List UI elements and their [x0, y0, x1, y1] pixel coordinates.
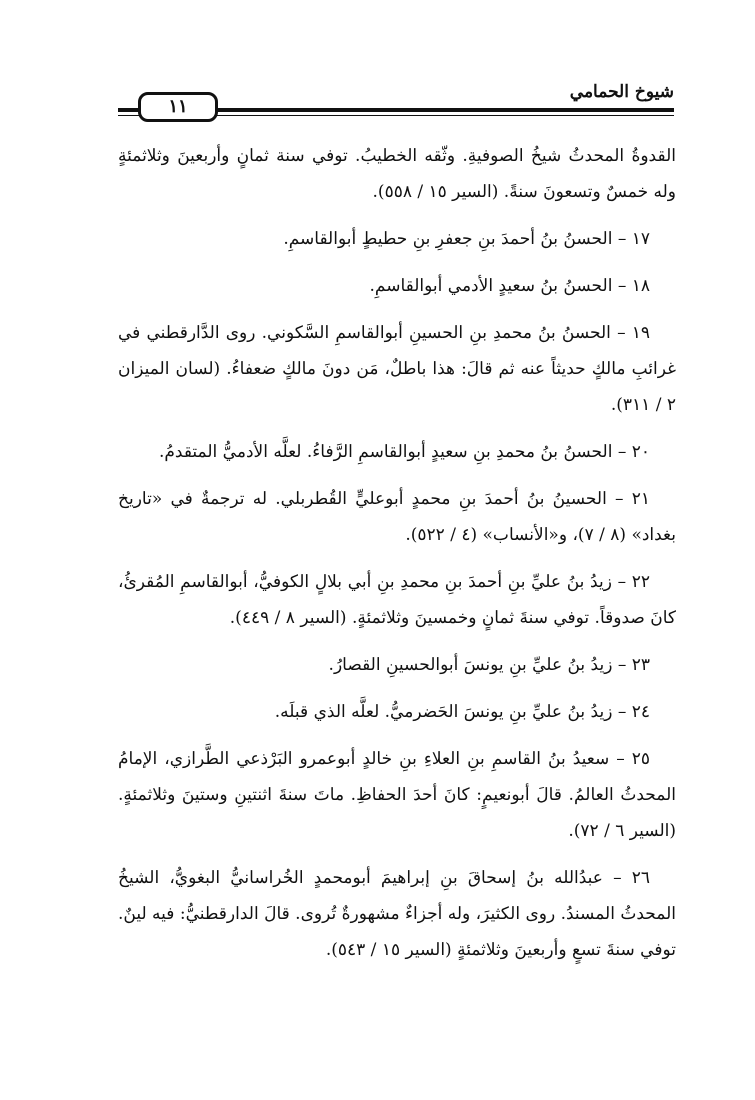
- page-body: [118, 138, 676, 979]
- entry-19: ١٩ – الحسنُ بنُ محمدِ بنِ الحسينِ أبوالقاسمِ السَّكوني. روى الدَّارقطني في غرائبِ مالكٍ حديثاً عنه ثم قالَ: هذا باطلٌ، مَن دونَ مالكٍ ضعفاءُ. (لسان الميزان ٢ / ٣١١).: [118, 323, 676, 415]
- entry-21: ٢١ – الحسينُ بنُ أحمدَ بنِ محمدٍ أبوعليٍّ القُطربلي. له ترجمةٌ في «تاريخ بغداد» (٨ / ٧)، و«الأنساب» (٤ / ٥٢٢).: [118, 489, 676, 545]
- paragraph: القدوةُ المحدثُ شيخُ الصوفيةِ. وثّقه الخطيبُ. توفي سنة ثمانٍ وأربعينَ وثلاثمئةٍ وله خمسٌ وتسعونَ سنةً. (السير ١٥ / ٥٥٨).: [118, 146, 676, 202]
- entry-23: ٢٣ – زيدُ بنُ عليِّ بنِ يونسَ أبوالحسينِ القصارُ.: [328, 655, 650, 675]
- entry-22: ٢٢ – زيدُ بنُ عليِّ بنِ أحمدَ بنِ محمدِ بنِ أبي بلالٍ الكوفيُّ، أبوالقاسمِ المُقرئُ، كانَ صدوقاً. توفي سنةَ ثمانٍ وخمسينَ وثلاثمئةٍ. (السير ٨ / ٤٤٩).: [118, 572, 676, 628]
- entry-20: ٢٠ – الحسنُ بنُ محمدِ بنِ سعيدٍ أبوالقاسمِ الرَّفاءُ. لعلَّه الأدميُّ المتقدمُ.: [158, 442, 650, 462]
- page-header: [118, 78, 674, 128]
- entry-25: ٢٥ – سعيدُ بنُ القاسمِ بنِ العلاءِ بنِ خالدٍ أبوعمرو البَرْذعي الطَّرازي، الإمامُ المحدثُ العالمُ. قالَ أبونعيمٍ: كانَ أحدَ الحفاظِ. ماتَ سنةَ اثنتينِ وستينَ وثلاثمئةٍ. (السير ٦ / ٧٢).: [118, 749, 676, 841]
- entry-26: ٢٦ – عبدُالله بنُ إسحاقَ بنِ إبراهيمَ أبومحمدٍ الخُراسانيُّ البغويُّ، الشيخُ المحدثُ المسندُ. روى الكثيرَ، وله أجزاءٌ مشهورةٌ تُروى. قالَ الدارقطنيُّ: فيه لينٌ. توفي سنةَ تسعٍ وأربعينَ وثلاثمئةٍ (السير ١٥ / ٥٤٣).: [118, 868, 676, 960]
- entry-17: ١٧ – الحسنُ بنُ أحمدَ بنِ جعفرِ بنِ حطيطٍ أبوالقاسمِ.: [283, 229, 650, 249]
- entry-24: ٢٤ – زيدُ بنُ عليِّ بنِ يونسَ الحَضرميُّ. لعلَّه الذي قبلَه.: [274, 702, 650, 722]
- running-title: شيوخ الحمامي: [569, 82, 674, 102]
- page-number: ١١: [138, 92, 218, 122]
- entry-18: ١٨ – الحسنُ بنُ سعيدٍ الأدمي أبوالقاسمِ.: [369, 276, 650, 296]
